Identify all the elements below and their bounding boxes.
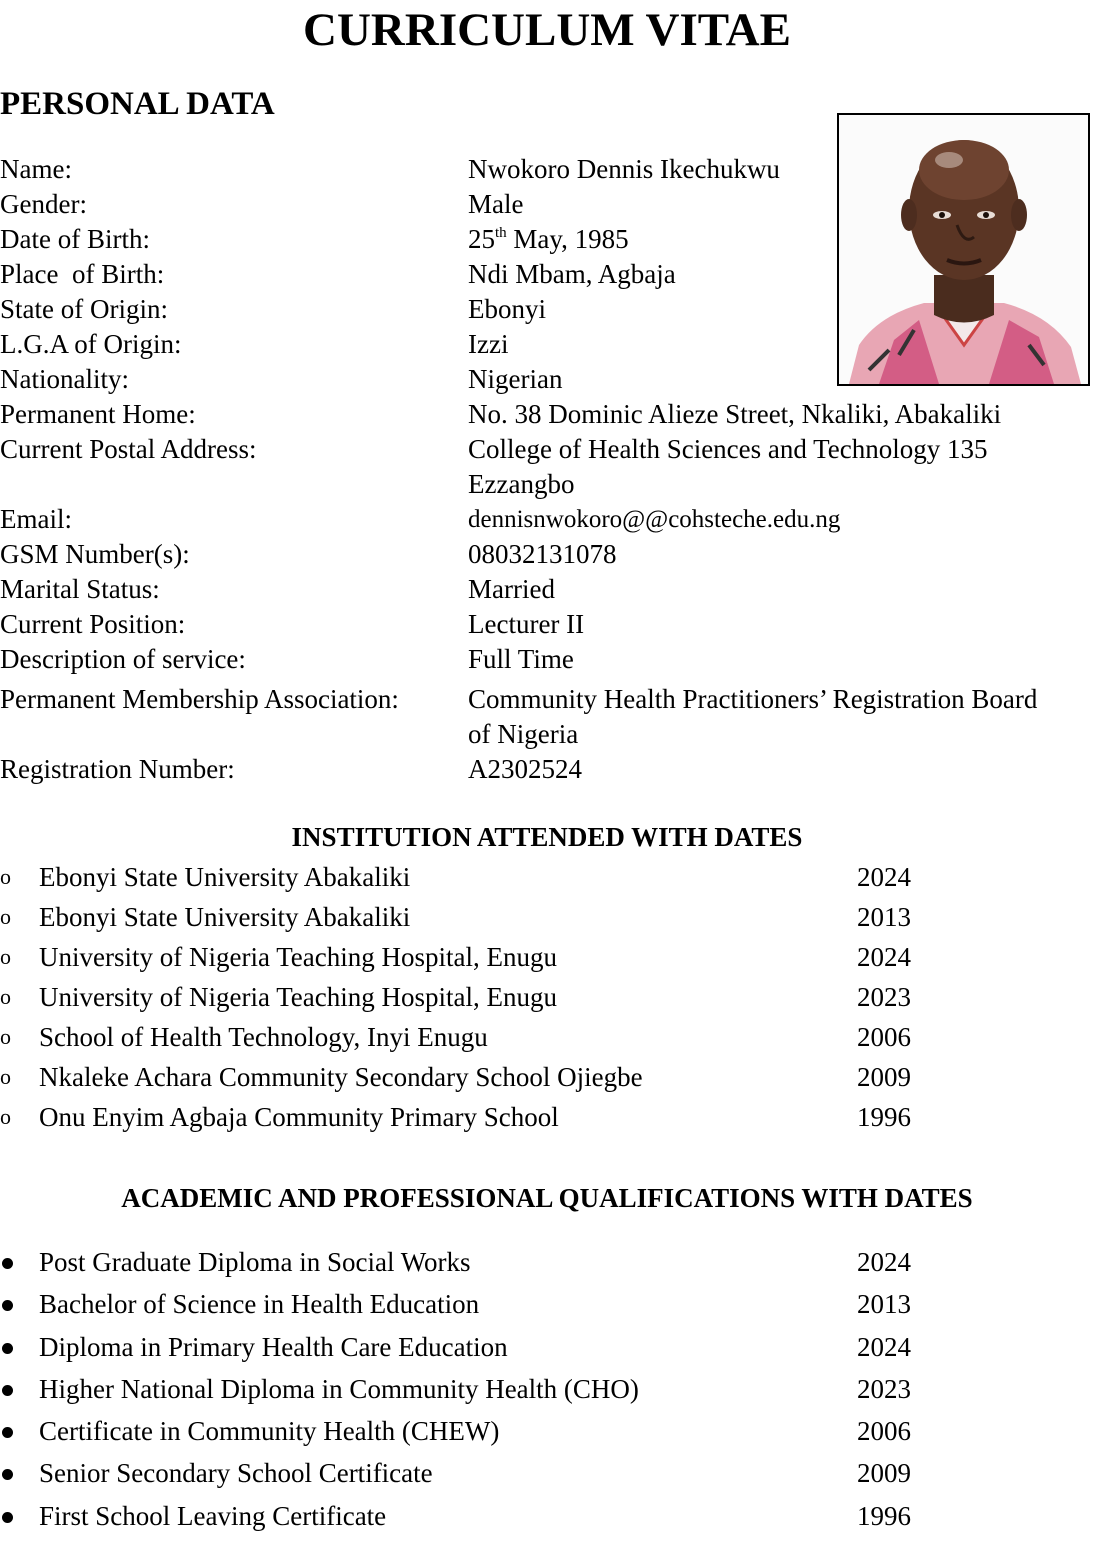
field-date-of-birth [0, 222, 1078, 257]
list-item [0, 1499, 1094, 1541]
qualification-name: Bachelor of Science in Health Education [39, 1289, 480, 1320]
field-gsm [0, 537, 1078, 572]
circle-bullet-icon: o [0, 1064, 11, 1089]
list-item [0, 1372, 1094, 1414]
field-value: College of Health Sciences and Technology 135 Ezzangbo [468, 434, 988, 499]
field-nationality [0, 362, 1078, 397]
institution-year: 2006 [857, 1022, 911, 1052]
list-item [0, 940, 1094, 980]
field-label: Date of Birth: [0, 224, 150, 254]
circle-bullet-icon: o [0, 984, 11, 1009]
field-value: Nwokoro Dennis Ikechukwu [468, 154, 780, 184]
email-link[interactable]: dennisnwokoro@@cohsteche.edu.ng [468, 506, 841, 533]
institution-name: Ebonyi State University Abakaliki [39, 862, 411, 892]
personal-data-heading: PERSONAL DATA [0, 86, 275, 122]
field-label: Permanent Membership Association: [0, 684, 399, 714]
field-value: Ndi Mbam, Agbaja [468, 259, 676, 289]
bullet-dot-icon [2, 1258, 13, 1269]
institutions-list [0, 860, 1094, 1140]
circle-bullet-icon: o [0, 1104, 11, 1129]
field-state-of-origin [0, 292, 1078, 327]
bullet-dot-icon [2, 1469, 13, 1480]
field-label: Place of Birth: [0, 259, 165, 289]
institution-year: 2009 [857, 1062, 911, 1092]
field-label: Permanent Home: [0, 399, 196, 429]
list-item [0, 860, 1094, 900]
list-item [0, 1245, 1094, 1287]
bullet-dot-icon [2, 1343, 13, 1354]
bullet-dot-icon [2, 1427, 13, 1438]
institution-name: University of Nigeria Teaching Hospital, Enugu [39, 942, 557, 972]
field-label: Current Postal Address: [0, 434, 257, 464]
qualification-year: 2023 [857, 1373, 911, 1404]
circle-bullet-icon: o [0, 904, 11, 929]
qualification-year: 2006 [857, 1416, 911, 1447]
bullet-dot-icon [2, 1300, 13, 1311]
qualifications-heading: ACADEMIC AND PROFESSIONAL QUALIFICATIONS WITH DATES [121, 1183, 973, 1213]
field-value: Community Health Practitioners’ Registration Board of Nigeria [468, 684, 1058, 749]
document-title: CURRICULUM VITAE [303, 4, 791, 56]
qualification-name: Higher National Diploma in Community Health (CHO) [39, 1373, 639, 1404]
qualification-name: Certificate in Community Health (CHEW) [39, 1416, 500, 1447]
field-membership-association [0, 682, 1078, 752]
list-item [0, 1456, 1094, 1498]
list-item [0, 1060, 1094, 1100]
list-item [0, 900, 1094, 940]
circle-bullet-icon: o [0, 1024, 11, 1049]
bullet-dot-icon [2, 1385, 13, 1396]
institution-name: School of Health Technology, Inyi Enugu [39, 1022, 488, 1052]
field-place-of-birth [0, 257, 1078, 292]
institution-name: Ebonyi State University Abakaliki [39, 902, 411, 932]
field-value: 08032131078 [468, 539, 617, 569]
field-value: Married [468, 574, 555, 604]
field-label: Email: [0, 504, 72, 534]
field-label: Name: [0, 154, 72, 184]
institution-year: 2013 [857, 902, 911, 932]
circle-bullet-icon: o [0, 864, 11, 889]
list-item [0, 1330, 1094, 1372]
field-label: Description of service: [0, 644, 246, 674]
field-lga-of-origin [0, 327, 1078, 362]
field-label: Gender: [0, 189, 87, 219]
field-name [0, 152, 1078, 187]
field-label: L.G.A of Origin: [0, 329, 182, 359]
field-permanent-home [0, 397, 1078, 432]
qualification-year: 2024 [857, 1247, 911, 1277]
institution-year: 2023 [857, 982, 911, 1012]
personal-data-section [0, 152, 1078, 787]
qualification-name: First School Leaving Certificate [39, 1500, 387, 1531]
institution-year: 2024 [857, 862, 911, 892]
field-registration-number [0, 752, 1078, 787]
field-value: Lecturer II [468, 609, 585, 639]
field-value: Full Time [468, 644, 574, 674]
list-item [0, 1287, 1094, 1329]
field-gender [0, 187, 1078, 222]
field-label: Marital Status: [0, 574, 160, 604]
qualification-year: 2013 [857, 1289, 911, 1320]
field-label: Nationality: [0, 364, 129, 394]
field-label: State of Origin: [0, 294, 168, 324]
field-marital-status [0, 572, 1078, 607]
circle-bullet-icon: o [0, 944, 11, 969]
field-current-position [0, 607, 1078, 642]
institution-name: University of Nigeria Teaching Hospital, Enugu [39, 982, 557, 1012]
field-value: A2302524 [468, 754, 582, 784]
qualification-name: Post Graduate Diploma in Social Works [39, 1247, 471, 1277]
dob-suffix: th [495, 225, 507, 241]
field-label: Current Position: [0, 609, 186, 639]
qualification-name: Senior Secondary School Certificate [39, 1458, 433, 1489]
dob-rest: May, 1985 [506, 224, 629, 254]
field-description-of-service [0, 642, 1078, 677]
field-value: Male [468, 189, 524, 219]
field-label: Registration Number: [0, 754, 235, 784]
list-item [0, 1100, 1094, 1140]
dob-day: 25 [468, 224, 495, 254]
field-value: No. 38 Dominic Alieze Street, Nkaliki, Abakaliki [468, 399, 1002, 429]
field-email [0, 502, 1078, 537]
qualification-year: 2024 [857, 1331, 911, 1362]
field-value [468, 222, 1078, 257]
bullet-dot-icon [2, 1512, 13, 1523]
institution-year: 2024 [857, 942, 911, 972]
qualifications-list [0, 1245, 1094, 1541]
qualification-name: Diploma in Primary Health Care Education [39, 1331, 508, 1362]
field-label: GSM Number(s): [0, 539, 190, 569]
institution-year: 1996 [857, 1102, 911, 1132]
qualification-year: 1996 [857, 1500, 911, 1531]
institution-name: Onu Enyim Agbaja Community Primary School [39, 1102, 559, 1132]
field-value: Ebonyi [468, 294, 546, 324]
field-value: Izzi [468, 329, 509, 359]
field-value: Nigerian [468, 364, 563, 394]
institution-name: Nkaleke Achara Community Secondary School Ojiegbe [39, 1062, 643, 1092]
list-item [0, 1414, 1094, 1456]
institutions-heading: INSTITUTION ATTENDED WITH DATES [291, 822, 803, 852]
qualification-year: 2009 [857, 1458, 911, 1489]
field-postal-address [0, 432, 1078, 502]
list-item [0, 1020, 1094, 1060]
list-item [0, 980, 1094, 1020]
